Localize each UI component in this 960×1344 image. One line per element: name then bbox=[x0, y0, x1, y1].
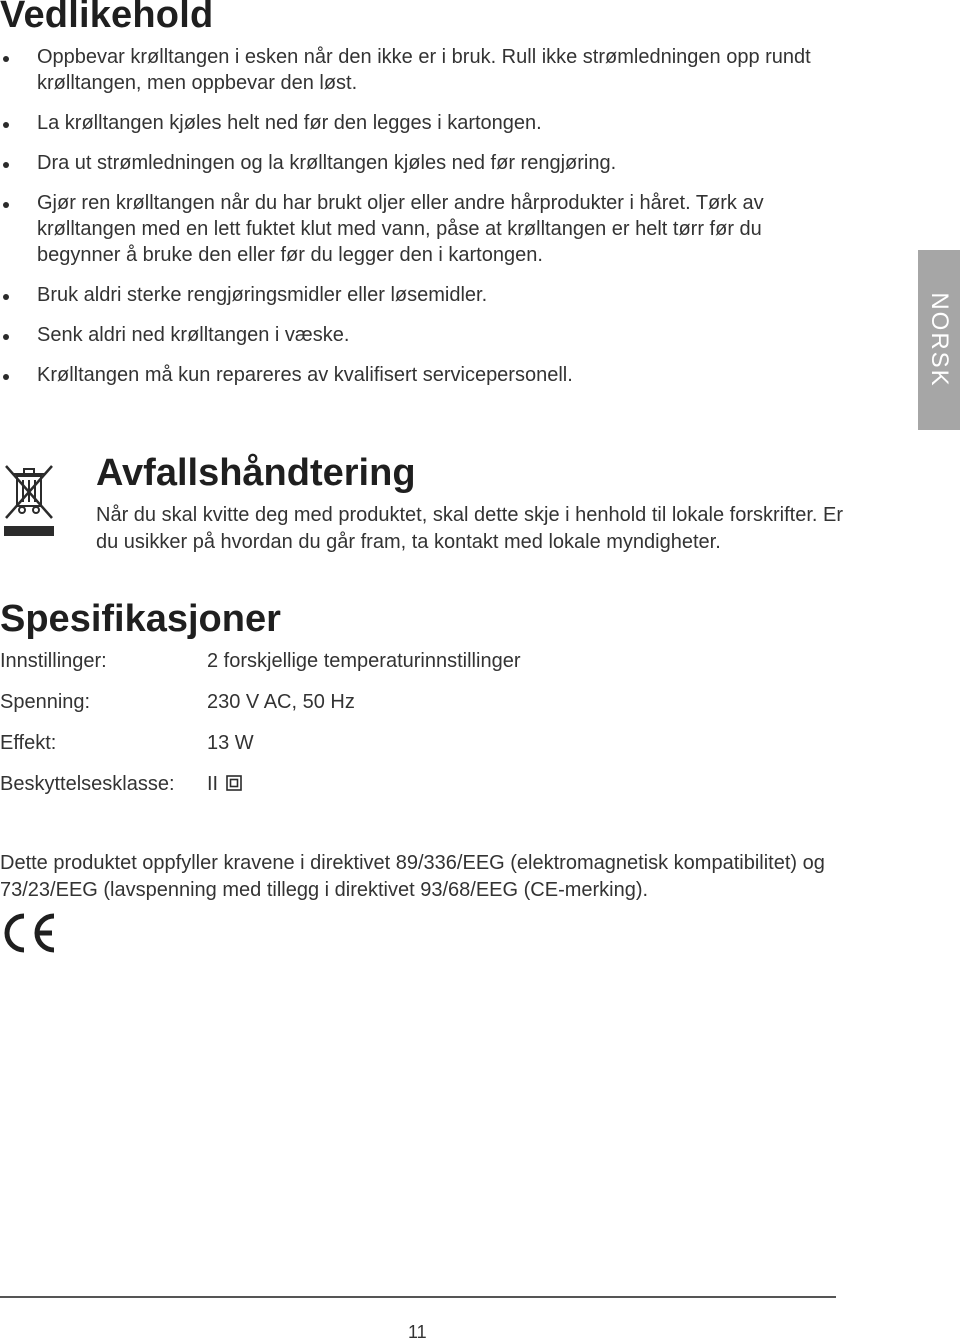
spec-value bbox=[207, 689, 355, 715]
list-item bbox=[0, 44, 840, 96]
spec-value bbox=[207, 730, 254, 756]
spec-label: Spenning: bbox=[0, 691, 91, 713]
spec-value-text: 13 W bbox=[207, 732, 254, 754]
list-item bbox=[0, 150, 840, 176]
language-tab-label: NORSK bbox=[926, 292, 953, 388]
spec-label: Innstillinger: bbox=[0, 650, 107, 672]
bullet-icon bbox=[3, 122, 9, 128]
language-side-tab bbox=[918, 250, 960, 430]
list-item bbox=[0, 322, 840, 348]
spec-row bbox=[0, 648, 700, 689]
weee-crossed-bin-icon bbox=[2, 462, 56, 540]
list-item-text: Bruk aldri sterke rengjøringsmidler eller løsemidler. bbox=[37, 284, 488, 306]
section-title-maintenance: Vedlikehold bbox=[0, 0, 214, 36]
maintenance-list bbox=[0, 44, 840, 402]
bullet-icon bbox=[3, 374, 9, 380]
spec-label: Effekt: bbox=[0, 732, 57, 754]
bullet-icon bbox=[3, 294, 9, 300]
specifications-table bbox=[0, 648, 700, 812]
compliance-statement: Dette produktet oppfyller kravene i direktivet 89/336/EEG (elektromagnetisk kompatibilitet) og 73/23/EEG (lavspenning med tillegg i direktivet 93/68/EEG (CE-merking). bbox=[0, 852, 825, 901]
list-item-text: Senk aldri ned krølltangen i væske. bbox=[37, 324, 350, 346]
list-item-text: La krølltangen kjøles helt ned før den legges i kartongen. bbox=[37, 112, 542, 134]
bullet-icon bbox=[3, 334, 9, 340]
spec-row bbox=[0, 730, 700, 771]
waste-description: Når du skal kvitte deg med produktet, skal dette skje i henhold til lokale forskrifter. Er du usikker på hvordan du går fram, ta kontakt med lokale myndigheter. bbox=[96, 504, 844, 553]
spec-value-text: II bbox=[207, 773, 219, 795]
page-number: 11 bbox=[408, 1322, 427, 1342]
list-item-text: Dra ut strømledningen og la krølltangen kjøles ned før rengjøring. bbox=[37, 152, 617, 174]
section-title-specifications: Spesifikasjoner bbox=[0, 598, 281, 640]
spec-row bbox=[0, 689, 700, 730]
list-item bbox=[0, 190, 840, 268]
spec-label: Beskyttelsesklasse: bbox=[0, 773, 175, 795]
list-item-text: Oppbevar krølltangen i esken når den ikke er i bruk. Rull ikke strømledningen opp rundt krølltangen, men oppbevar den løst. bbox=[37, 46, 811, 94]
list-item-text: Krølltangen må kun repareres av kvalifisert servicepersonell. bbox=[37, 364, 573, 386]
list-item-text: Gjør ren krølltangen når du har brukt oljer eller andre hårprodukter i håret. Tørk av krølltangen med en lett fuktet klut med vann, påse at krølltangen er helt tørr før du begynner å bruke den eller før du legger den i kartongen. bbox=[37, 192, 764, 266]
ce-mark-icon bbox=[0, 910, 60, 956]
spec-value bbox=[207, 771, 242, 797]
spec-value bbox=[207, 648, 520, 674]
spec-value-text: 230 V AC, 50 Hz bbox=[207, 691, 355, 713]
spec-row bbox=[0, 771, 700, 812]
bullet-icon bbox=[3, 162, 9, 168]
bullet-icon bbox=[3, 56, 9, 62]
list-item bbox=[0, 362, 840, 388]
spec-value-text: 2 forskjellige temperaturinnstillinger bbox=[207, 650, 521, 672]
section-title-waste: Avfallshåndtering bbox=[96, 452, 416, 494]
list-item bbox=[0, 282, 840, 308]
bullet-icon bbox=[3, 202, 9, 208]
list-item bbox=[0, 110, 840, 136]
double-insulation-icon bbox=[226, 775, 242, 791]
footer-divider bbox=[0, 1296, 836, 1298]
